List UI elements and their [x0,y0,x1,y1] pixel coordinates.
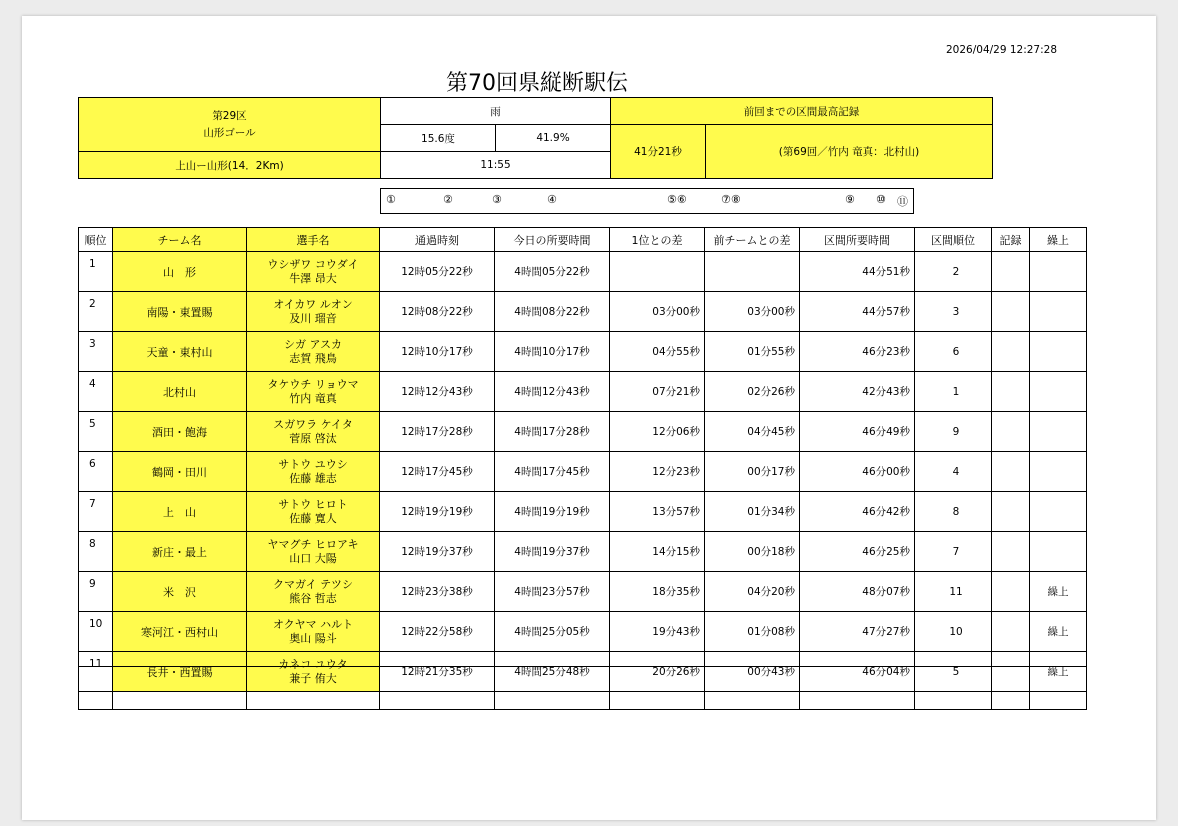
runner-cell [247,332,380,372]
rank-cell: 9 [79,572,113,612]
marker: ⑩ [876,193,886,206]
total-time-cell: 4時間19分19秒 [495,492,610,532]
rank-cell: 4 [79,372,113,412]
marker: ⑤⑥ [667,193,687,206]
team-cell: 北村山 [113,372,247,412]
blank-cell [610,667,705,710]
rank-cell: 1 [79,252,113,292]
col-split: 区間所要時間 [800,228,915,252]
table-row [79,612,1087,652]
split-cell: 46分42秒 [800,492,915,532]
section-rank-cell: 2 [915,252,992,292]
total-time-cell: 4時間10分17秒 [495,332,610,372]
marker: ① [386,193,396,206]
col-gap-leader: 1位との差 [610,228,705,252]
kuriage-cell [1030,452,1087,492]
record-cell [992,412,1030,452]
runner-name: 及川 瑠音 [289,311,337,325]
rank-cell: 2 [79,292,113,332]
section-goal: 山形ゴール [203,126,256,139]
record-cell [992,372,1030,412]
section-rank-cell: 7 [915,532,992,572]
record-label: 前回までの区間最高記録 [611,98,993,125]
runner-kana: サトウ ヒロト [278,497,348,511]
col-record: 記録 [992,228,1030,252]
table-row [79,492,1087,532]
runner-kana: シガ アスカ [283,337,343,351]
team-cell: 山 形 [113,252,247,292]
rank-cell: 11 [79,652,113,692]
gap-leader-cell [610,252,705,292]
weather: 雨 [381,98,611,125]
total-time-cell: 4時間17分45秒 [495,452,610,492]
runner-cell [247,572,380,612]
runner-cell [247,252,380,292]
section-rank-cell: 9 [915,412,992,452]
split-cell: 46分25秒 [800,532,915,572]
runner-kana: カネコ ユウタ [278,657,348,671]
col-runner: 選手名 [247,228,380,252]
rank-cell: 6 [79,452,113,492]
start-time: 11:55 [381,152,611,179]
rank-cell: 7 [79,492,113,532]
gap-prev-cell: 00分43秒 [705,652,800,692]
kuriage-cell [1030,252,1087,292]
table-row [79,332,1087,372]
record-cell [992,452,1030,492]
blank-cell [915,667,992,710]
marker: ⑨ [845,193,855,206]
col-rank: 順位 [79,228,113,252]
col-team: チーム名 [113,228,247,252]
col-section-rank: 区間順位 [915,228,992,252]
blank-cell [992,667,1030,710]
total-time-cell: 4時間08分22秒 [495,292,610,332]
marker: ② [443,193,453,206]
gap-leader-cell: 13分57秒 [610,492,705,532]
kuriage-cell [1030,532,1087,572]
team-cell: 米 沢 [113,572,247,612]
team-cell: 鶴岡・田川 [113,452,247,492]
runner-cell [247,452,380,492]
team-cell: 新庄・最上 [113,532,247,572]
blank-cell [380,667,495,710]
section-name [79,98,381,152]
marker: ④ [547,193,557,206]
table-row [79,532,1087,572]
runner-cell [247,372,380,412]
runner-name: 佐藤 寛人 [289,511,337,525]
section-rank-cell: 6 [915,332,992,372]
rank-cell: 10 [79,612,113,652]
header-row [79,228,1087,252]
blank-cell [705,667,800,710]
position-markers [380,188,914,214]
runner-kana: サトウ ユウシ [278,457,348,471]
pass-time-cell: 12時05分22秒 [380,252,495,292]
gap-leader-cell: 18分35秒 [610,572,705,612]
runner-kana: オイカワ ルオン [273,297,353,311]
split-cell: 46分49秒 [800,412,915,452]
team-cell: 酒田・飽海 [113,412,247,452]
kuriage-cell: 繰上 [1030,652,1087,692]
total-time-cell: 4時間17分28秒 [495,412,610,452]
results-body [79,252,1087,692]
gap-prev-cell: 01分08秒 [705,612,800,652]
table-row [79,452,1087,492]
blank-cell [1030,667,1087,710]
gap-leader-cell: 19分43秒 [610,612,705,652]
section-rank-cell: 10 [915,612,992,652]
marker: ⑦⑧ [721,193,741,206]
record-cell [992,292,1030,332]
gap-prev-cell: 04分20秒 [705,572,800,612]
pass-time-cell: 12時22分58秒 [380,612,495,652]
record-cell [992,332,1030,372]
gap-leader-cell: 12分23秒 [610,452,705,492]
kuriage-cell: 繰上 [1030,572,1087,612]
table-row [79,372,1087,412]
section-rank-cell: 4 [915,452,992,492]
gap-prev-cell: 00分17秒 [705,452,800,492]
gap-leader-cell: 07分21秒 [610,372,705,412]
pass-time-cell: 12時17分45秒 [380,452,495,492]
gap-leader-cell: 20分26秒 [610,652,705,692]
pass-time-cell: 12時08分22秒 [380,292,495,332]
rank-cell: 3 [79,332,113,372]
runner-name: 奥山 陽斗 [289,631,337,645]
gap-leader-cell: 14分15秒 [610,532,705,572]
col-kuriage: 繰上 [1030,228,1087,252]
pass-time-cell: 12時19分37秒 [380,532,495,572]
total-time-cell: 4時間25分05秒 [495,612,610,652]
blank-cell [800,667,915,710]
runner-name: 志賀 飛鳥 [289,351,337,365]
blank-cell [79,667,113,710]
timestamp: 2026/04/29 12:27:28 [946,44,1058,56]
gap-prev-cell: 01分55秒 [705,332,800,372]
runner-name: 山口 大陽 [289,551,337,565]
section-rank-cell: 5 [915,652,992,692]
record-cell [992,612,1030,652]
runner-cell [247,292,380,332]
kuriage-cell: 繰上 [1030,612,1087,652]
runner-name: 菅原 啓汰 [289,431,337,445]
total-time-cell: 4時間05分22秒 [495,252,610,292]
col-gap-prev: 前チームとの差 [705,228,800,252]
pass-time-cell: 12時19分19秒 [380,492,495,532]
gap-prev-cell: 03分00秒 [705,292,800,332]
pass-time-cell: 12時12分43秒 [380,372,495,412]
gap-leader-cell: 12分06秒 [610,412,705,452]
temperature: 15.6度 [381,125,496,152]
section-rank-cell: 11 [915,572,992,612]
gap-prev-cell: 04分45秒 [705,412,800,452]
total-time-cell: 4時間23分57秒 [495,572,610,612]
kuriage-cell [1030,332,1087,372]
split-cell: 42分43秒 [800,372,915,412]
table-row [79,252,1087,292]
humidity: 41.9% [496,125,611,152]
runner-name: 佐藤 雄志 [289,471,337,485]
runner-cell [247,412,380,452]
team-cell: 南陽・東置賜 [113,292,247,332]
split-cell: 44分51秒 [800,252,915,292]
runner-kana: スガワラ ケイタ [273,417,353,431]
blank-cell [495,667,610,710]
pass-time-cell: 12時17分28秒 [380,412,495,452]
kuriage-cell [1030,412,1087,452]
total-time-cell: 4時間25分48秒 [495,652,610,692]
runner-kana: ヤマグチ ヒロアキ [267,537,359,551]
runner-kana: オクヤマ ハルト [272,617,354,631]
results-table [78,227,1087,692]
gap-leader-cell: 03分00秒 [610,292,705,332]
gap-prev-cell: 02分26秒 [705,372,800,412]
gap-leader-cell: 04分55秒 [610,332,705,372]
marker: ⑪ [897,195,908,208]
section-rank-cell: 1 [915,372,992,412]
section-rank-cell: 8 [915,492,992,532]
rank-cell: 5 [79,412,113,452]
gap-prev-cell [705,252,800,292]
record-holder: (第69回／竹内 竜真：北村山) [706,125,993,179]
record-cell [992,572,1030,612]
runner-name: 熊谷 哲志 [289,591,337,605]
runner-kana: タケウチ リョウマ [267,377,359,391]
runner-name: 兼子 侑大 [289,671,337,685]
blank-row-table [78,666,1087,710]
runner-cell [247,532,380,572]
kuriage-cell [1030,372,1087,412]
team-cell: 寒河江・西村山 [113,612,247,652]
runner-cell [247,612,380,652]
team-cell: 長井・西置賜 [113,652,247,692]
col-pass-time: 通過時刻 [380,228,495,252]
gap-prev-cell: 00分18秒 [705,532,800,572]
gap-prev-cell: 01分34秒 [705,492,800,532]
pass-time-cell: 12時23分38秒 [380,572,495,612]
page-title: 第70回県縦断駅伝 [446,71,628,96]
route: 上山ー山形(14．2Km) [79,152,381,179]
total-time-cell: 4時間19分37秒 [495,532,610,572]
section-rank-cell: 3 [915,292,992,332]
split-cell: 47分27秒 [800,612,915,652]
total-time-cell: 4時間12分43秒 [495,372,610,412]
split-cell: 48分07秒 [800,572,915,612]
split-cell: 46分04秒 [800,652,915,692]
pass-time-cell: 12時21分35秒 [380,652,495,692]
record-time: 41分21秒 [611,125,706,179]
table-row [79,412,1087,452]
table-row [79,292,1087,332]
team-cell: 天童・東村山 [113,332,247,372]
section-number: 第29区 [212,109,247,122]
runner-kana: ウシザワ コウダイ [267,257,359,271]
record-cell [992,492,1030,532]
runner-name: 竹内 竜真 [289,391,337,405]
section-header-table [78,97,993,179]
kuriage-cell [1030,292,1087,332]
runner-kana: クマガイ テツシ [272,577,354,591]
blank-cell [247,667,380,710]
blank-cell [113,667,247,710]
runner-cell [247,492,380,532]
split-cell: 46分00秒 [800,452,915,492]
rank-cell: 8 [79,532,113,572]
marker: ③ [492,193,502,206]
split-cell: 46分23秒 [800,332,915,372]
table-row [79,572,1087,612]
blank-row [79,667,1087,710]
col-total-time: 今日の所要時間 [495,228,610,252]
runner-name: 牛澤 昂大 [289,271,337,285]
pass-time-cell: 12時10分17秒 [380,332,495,372]
kuriage-cell [1030,492,1087,532]
record-cell [992,532,1030,572]
record-cell [992,252,1030,292]
team-cell: 上 山 [113,492,247,532]
split-cell: 44分57秒 [800,292,915,332]
